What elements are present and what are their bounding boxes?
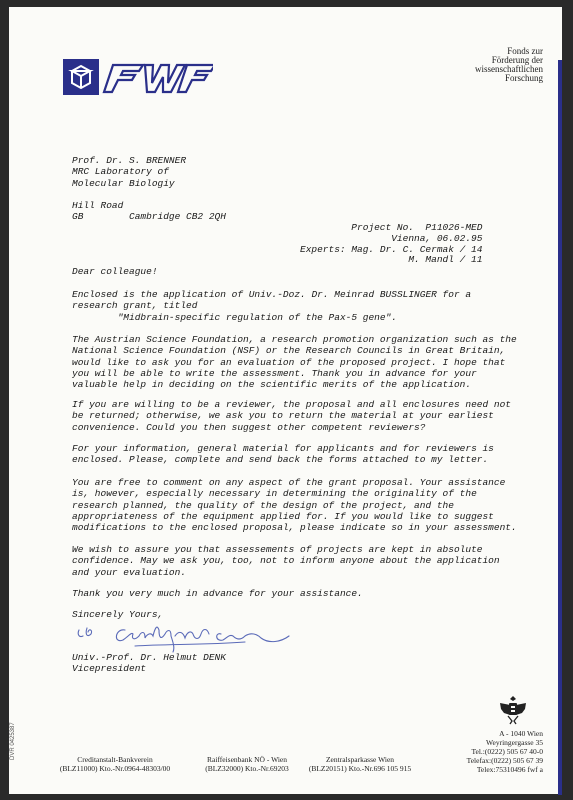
text-line: National Science Foundation (NSF) or the Research Councils in Great Britain, <box>72 345 506 357</box>
org-line: Forschung <box>505 73 543 83</box>
address-line: Telex:75310496 fwf a <box>476 765 543 774</box>
expert-2: M. Mandl / 11 <box>408 254 483 266</box>
footer-address <box>467 729 543 774</box>
text-line: Enclosed is the application of Univ.-Doz. Dr. Meinrad BUSSLINGER for a <box>72 289 472 300</box>
recipient-address <box>72 155 226 223</box>
text-line: appropriateness of the equipment applied for. If you would like to suggest <box>72 510 494 522</box>
organization-name <box>423 47 543 83</box>
brand-side-bar <box>558 60 562 795</box>
salutation: Dear colleague! <box>72 266 158 277</box>
footer-bank-1 <box>40 755 190 773</box>
bank-name: Creditanstalt-Bankverein <box>77 755 153 764</box>
address-line: Weyringergasse 35 <box>486 738 543 747</box>
paragraph-6 <box>72 544 512 578</box>
bank-account: (BLZ11000) Kto.-Nr.0964-48303/00 <box>59 764 171 773</box>
dvr-number: DVR 0425387 <box>10 722 16 760</box>
place-date: Vienna, 06.02.95 <box>391 232 483 244</box>
project-info <box>300 223 482 266</box>
paragraph-4 <box>72 443 512 466</box>
paragraph-1 <box>72 289 512 323</box>
bank-name: Zentralsparkasse Wien <box>325 755 395 764</box>
text-line: research grant, titled <box>72 300 198 312</box>
austrian-eagle-emblem <box>497 693 529 725</box>
text-line: The Austrian Science Foundation, a research promotion organization such as the <box>72 334 517 345</box>
signer-title: Vicepresident <box>72 663 147 675</box>
text-line: If you are willing to be a reviewer, the proposal and all enclosures need not <box>72 399 511 410</box>
text-line: Thank you very much in advance for your assistance. <box>72 588 363 599</box>
org-line: wissenschaftlichen <box>475 64 543 74</box>
recipient-line: MRC Laboratory of <box>72 166 169 178</box>
text-line: For your information, general material for applicants and for reviewers is <box>72 443 494 454</box>
footer-bank-3 <box>295 755 425 773</box>
text-line: modifications to the enclosed proposal, please indicate so in your assessment. <box>72 522 517 534</box>
recipient-line: Prof. Dr. S. BRENNER <box>72 155 187 166</box>
bank-account: (BLZ20151) Kto.-Nr.696 105 915 <box>308 764 412 773</box>
recipient-line: Hill Road <box>72 200 124 212</box>
signature-block <box>72 652 226 675</box>
paragraph-2 <box>72 334 517 391</box>
text-line: and your evaluation. <box>72 566 187 578</box>
closing: Sincerely Yours, <box>72 609 164 620</box>
footer-bank-2 <box>182 755 312 773</box>
text-line: confidence. May we ask you, too, not to inform anyone about the application <box>72 555 500 567</box>
org-line: Fonds zur <box>507 46 543 56</box>
signer-name: Univ.-Prof. Dr. Helmut DENK <box>72 652 226 663</box>
text-line: valuable help in deciding on the scientific merits of the application. <box>72 379 472 391</box>
paragraph-3 <box>72 399 512 433</box>
recipient-line: Molecular Biologiy <box>72 177 175 189</box>
recipient-country: GB <box>72 211 84 223</box>
text-line: research planned, the quality of the design of the project, and the <box>72 499 454 511</box>
project-number: P11026-MED <box>425 222 483 233</box>
bank-account: (BLZ32000) Kto.-Nr.69203 <box>205 764 289 773</box>
text-line: is, however, especially necessary in determining the originality of the <box>72 488 477 500</box>
text-line: convenience. Could you then suggest other competent reviewers? <box>72 421 426 433</box>
expert-1: Mag. Dr. C. Cermak / 14 <box>351 243 483 255</box>
address-line: Telefax:(0222) 505 67 39 <box>466 756 543 765</box>
paragraph-5 <box>72 477 517 534</box>
org-line: Förderung der <box>491 55 543 65</box>
fwf-logo <box>63 57 213 102</box>
text-line: enclosed. Please, complete and send back the forms attached to my letter. <box>72 454 489 466</box>
text-line: We wish to assure you that assessements of projects are kept in absolute <box>72 544 483 555</box>
recipient-city: Cambridge CB2 2QH <box>129 211 226 223</box>
experts-label: Experts: <box>300 243 346 255</box>
text-line: you will be able to write the assessment. Thank you in advance for your <box>72 367 477 379</box>
address-line: A - 1040 Wien <box>499 729 543 738</box>
paragraph-7 <box>72 588 512 599</box>
text-line: You are free to comment on any aspect of the grant proposal. Your assistance <box>72 477 506 488</box>
address-line: Tel.:(0222) 505 67 40-0 <box>471 747 543 756</box>
bank-name: Raiffeisenbank NÖ - Wien <box>206 755 288 764</box>
text-line: "Midbrain-specific regulation of the Pax-5 gene". <box>72 311 397 323</box>
text-line: be returned; otherwise, we ask you to return the material at your earliest <box>72 410 494 422</box>
project-number-label: Project No. <box>351 222 415 233</box>
text-line: would like to ask you for an evaluation of the proposed project. I hope that <box>72 356 506 368</box>
